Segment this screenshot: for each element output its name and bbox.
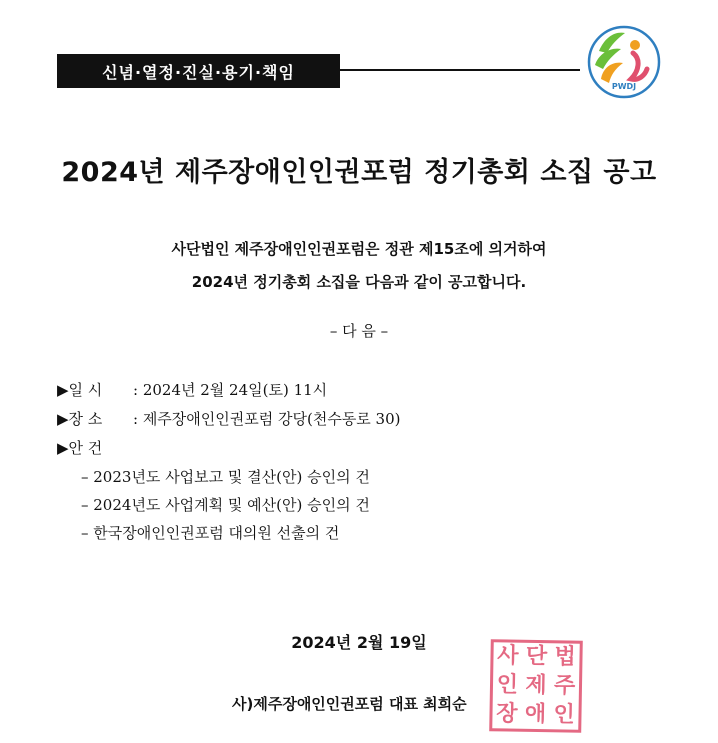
agenda-row <box>57 434 617 463</box>
datetime-value: : 2024년 2월 24일(토) 11시 <box>133 381 328 399</box>
intro-line-1: 사단법인 제주장애인인권포럼은 정관 제15조에 의거하여 <box>171 240 547 258</box>
agenda-item: – 2024년도 사업계획 및 예산(안) 승인의 건 <box>81 496 370 514</box>
seal-char: 애 <box>524 701 547 727</box>
seal-char: 제 <box>525 672 547 699</box>
seal-char: 인 <box>496 672 519 698</box>
seal-char: 인 <box>553 701 576 728</box>
place-value: : 제주장애인인권포럼 강당(천수동로 30) <box>133 410 401 428</box>
signature: 사)제주장애인인권포럼 대표 최희순 <box>232 695 467 713</box>
datetime-label: ▶일 시 <box>57 381 103 399</box>
intro-line-2: 2024년 정기총회 소집을 다음과 같이 공고합니다. <box>191 273 527 291</box>
page-title: 2024년 제주장애인인권포럼 정기총회 소집 공고 <box>61 157 657 188</box>
seal-char: 사 <box>496 643 519 670</box>
seal-char: 단 <box>525 644 548 670</box>
agenda-label: ▶안 건 <box>57 439 103 457</box>
seal-char: 주 <box>553 673 576 699</box>
notice-date: 2024년 2월 19일 <box>291 633 427 652</box>
place-label: ▶장 소 <box>57 410 103 428</box>
notice-details <box>57 376 617 547</box>
agenda-item: – 2023년도 사업보고 및 결산(안) 승인의 건 <box>81 468 370 486</box>
intro-paragraph <box>0 233 718 299</box>
agenda-item: – 한국장애인인권포럼 대의원 선출의 건 <box>81 524 340 542</box>
seal-char: 법 <box>554 644 577 671</box>
separator-heading: – 다 음 – <box>329 322 389 340</box>
datetime-row <box>57 376 617 405</box>
header-rule <box>340 69 580 71</box>
organization-logo <box>585 23 663 107</box>
place-row <box>57 405 617 434</box>
logo-text: PWDJ <box>611 82 637 91</box>
official-seal-stamp <box>489 639 583 733</box>
seal-char: 장 <box>495 700 518 727</box>
motto-banner: 신념·열정·진실·용기·책임 <box>57 54 340 88</box>
